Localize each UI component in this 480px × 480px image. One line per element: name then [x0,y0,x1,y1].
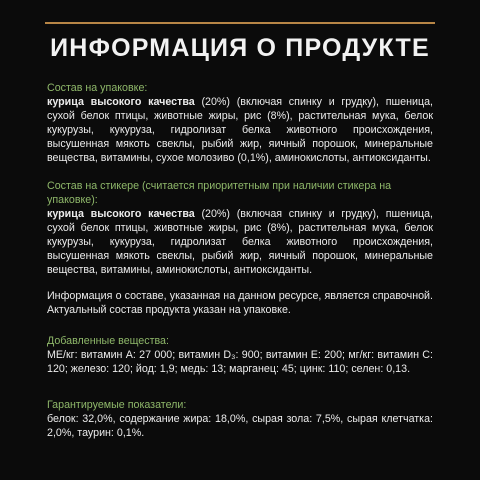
accent-divider [45,22,435,24]
additives-heading: Добавленные вещества: [47,335,169,347]
sticker-main-ingredient: курица высокого качества [47,208,195,220]
composition-rest: (20%) (включая спинку и грудку), пшеница, сухой белок птицы, животные жиры, рис (8%), растительная мука, белок кукурузы, кукуруза, гидролизат белка животного происхождения, высушенная мякоть свеклы, рыбий жир, яичный порошок, минеральные вещества, витамины, сухое молозиво (0,1%), аминокислоты, антиоксиданты. [47,96,433,164]
page-title: ИНФОРМАЦИЯ О ПРОДУКТЕ [50,34,430,62]
main-ingredient: курица высокого качества [47,96,195,108]
disclaimer-section [47,289,433,317]
composition-heading: Состав на упаковке: [47,82,148,94]
disclaimer-text: Информация о составе, указанная на данном ресурсе, является справочной. Актуальный состав продукта указан на упаковке. [47,290,433,316]
guaranteed-section [47,398,433,440]
additives-text: МЕ/кг: витамин A: 27 000; витамин D₃: 900; витамин E: 200; мг/кг: витамин C: 120; железо: 120; йод: 1,9; медь: 13; марганец: 45; цинк: 110; селен: 0,13. [47,349,433,375]
sticker-heading: Состав на стикере (считается приоритетным при наличии стикера на упаковке): [47,180,392,206]
content-body [47,81,433,440]
composition-section [47,81,433,165]
sticker-section [47,179,433,277]
sticker-text [47,207,433,277]
composition-text [47,95,433,165]
sticker-rest: (20%) (включая спинку и грудку), пшеница, сухой белок птицы, животные жиры, рис (8%), растительная мука, белок кукурузы, кукуруза, гидролизат белка животного происхождения, высушенная мякоть свеклы, рыбий жир, яичный порошок, минеральные вещества, витамины, аминокислоты, антиоксиданты. [47,208,433,276]
guaranteed-text: белок: 32,0%, содержание жира: 18,0%, сырая зола: 7,5%, сырая клетчатка: 2,0%, таурин: 0,1%. [47,413,433,439]
additives-section [47,334,433,376]
guaranteed-heading: Гарантируемые показатели: [47,399,187,411]
